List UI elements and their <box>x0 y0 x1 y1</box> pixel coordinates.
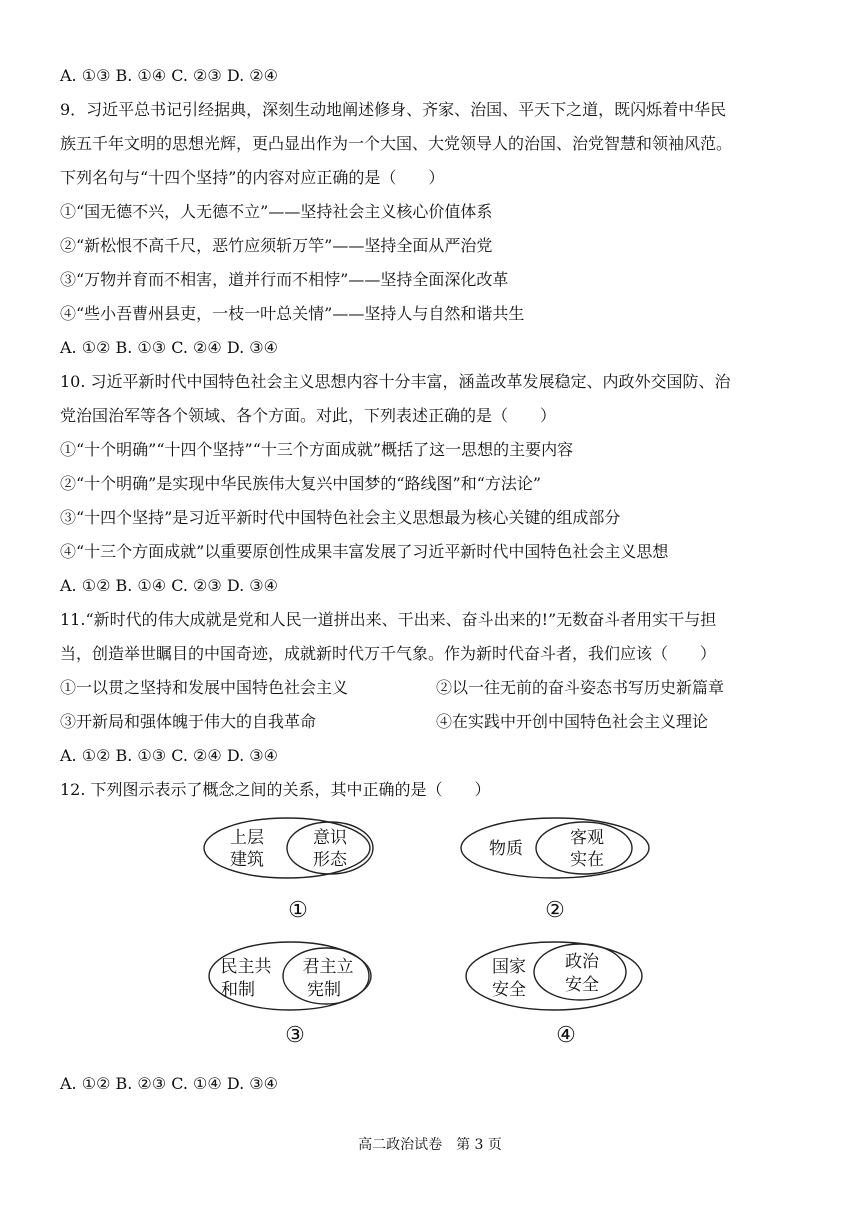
q12-answer-options: A. ①② B. ②③ C. ①④ D. ③④ <box>60 1074 278 1093</box>
q10-stem-line1: 10. 习近平新时代中国特色社会主义思想内容十分丰富，涵盖改革发展稳定、内政外交国防、治 <box>60 372 731 391</box>
diagram-1-outer-line2: 建筑 <box>230 850 264 870</box>
diagram-1-inner-line1: 意识 <box>313 828 347 848</box>
q12-concept-diagrams <box>200 812 670 1052</box>
diagram-3-inner-line2: 宪制 <box>307 980 341 1000</box>
q11-stem-line1: 11.“新时代的伟大成就是党和人民一道拼出来、干出来、奋斗出来的!”无数奋斗者用实干与担 <box>60 610 717 629</box>
q9-stem-line1: 9．习近平总书记引经据典，深刻生动地阐述修身、齐家、治国、平天下之道，既闪烁着中华民 <box>60 100 727 119</box>
diagram-1-number: ① <box>288 898 308 923</box>
q10-stem-line2: 党治国治军等各个领域、各个方面。对此，下列表述正确的是（ ） <box>60 406 557 425</box>
q10-item2: ②“十个明确”是实现中华民族伟大复兴中国梦的“路线图”和“方法论” <box>60 474 542 493</box>
concept-diagram-3 <box>209 942 371 1048</box>
q10-item1: ①“十个明确”“十四个坚持”“十三个方面成就”概括了这一思想的主要内容 <box>60 440 574 459</box>
diagram-3-outer-line1: 民主共 <box>220 957 272 977</box>
diagram-2-number: ② <box>545 898 565 923</box>
diagram-3-outer-line2: 和制 <box>221 980 255 1000</box>
page-footer: 高二政治试卷 第 3 页 <box>358 1137 502 1153</box>
diagram-2-inner-line1: 客观 <box>570 828 604 848</box>
concept-diagram-4 <box>466 942 642 1048</box>
diagram-3-number: ③ <box>285 1023 305 1048</box>
diagram-4-inner-line1: 政治 <box>565 952 599 972</box>
q9-item4: ④“些小吾曹州县吏，一枝一叶总关情”——坚持人与自然和谐共生 <box>60 304 525 323</box>
q9-answer-options: A. ①② B. ①③ C. ②④ D. ③④ <box>60 338 278 357</box>
diagram-2-outer-line1: 物质 <box>489 839 523 859</box>
q11-item2: ②以一往无前的奋斗姿态书写历史新篇章 <box>436 678 725 697</box>
diagram-4-outer-line1: 国家 <box>492 957 526 977</box>
q9-stem-line2: 族五千年文明的思想光辉，更凸显出作为一个大国、大党领导人的治国、治党智慧和领袖风范。 <box>60 134 733 153</box>
diagram-1-inner-line2: 形态 <box>313 850 347 870</box>
q9-item2: ②“新松恨不高千尺，恶竹应须斩万竿”——坚持全面从严治党 <box>60 236 493 255</box>
q11-answer-options: A. ①② B. ①③ C. ②④ D. ③④ <box>60 746 278 765</box>
q9-item1: ①“国无德不兴，人无德不立”——坚持社会主义核心价值体系 <box>60 202 493 221</box>
diagram-4-number: ④ <box>556 1023 576 1048</box>
q11-item1: ①一以贯之坚持和发展中国特色社会主义 <box>60 678 349 697</box>
q11-item3: ③开新局和强体魄于伟大的自我革命 <box>60 712 317 731</box>
q9-item3: ③“万物并育而不相害，道并行而不相悖”——坚持全面深化改革 <box>60 270 509 289</box>
q9-stem-line3: 下列名句与“十四个坚持”的内容对应正确的是（ ） <box>60 168 445 187</box>
concept-diagram-1 <box>204 818 373 923</box>
q10-item4: ④“十三个方面成就”以重要原创性成果丰富发展了习近平新时代中国特色社会主义思想 <box>60 542 669 561</box>
diagram-4-outer-line2: 安全 <box>492 980 526 1000</box>
q10-answer-options: A. ①② B. ①④ C. ②③ D. ③④ <box>60 576 278 595</box>
diagram-3-inner-line1: 君主立 <box>302 957 354 977</box>
q10-item3: ③“十四个坚持”是习近平新时代中国特色社会主义思想最为核心关键的组成部分 <box>60 508 621 527</box>
concept-diagram-2 <box>461 818 649 923</box>
q11-stem-line2: 当，创造举世瞩目的中国奇迹，成就新时代万千气象。作为新时代奋斗者，我们应该（ ） <box>60 644 717 663</box>
q11-item4: ④在实践中开创中国特色社会主义理论 <box>436 712 709 731</box>
diagram-2-inner-line2: 实在 <box>570 850 604 870</box>
diagram-1-outer-line1: 上层 <box>230 828 264 848</box>
q12-stem: 12. 下列图示表示了概念之间的关系，其中正确的是（ ） <box>60 780 491 799</box>
diagram-4-inner-line2: 安全 <box>565 975 599 995</box>
q8-answer-options: A. ①③ B. ①④ C. ②③ D. ②④ <box>60 66 278 85</box>
